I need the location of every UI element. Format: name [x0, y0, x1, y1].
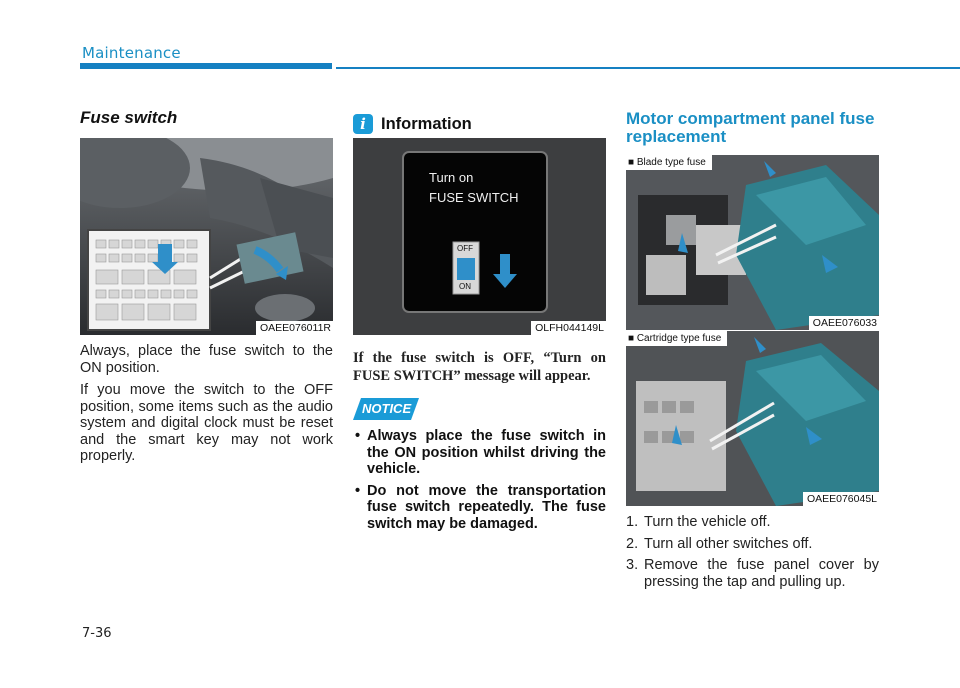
step-text: Turn the vehicle off.: [644, 514, 771, 530]
step-number: 3.: [626, 557, 639, 573]
information-title: Information: [381, 115, 472, 133]
list-item: • Do not move the transportation fuse switch repeatedly. The fuse switch may be damaged.: [353, 483, 606, 533]
info-icon: i: [353, 114, 373, 134]
section-header: Maintenance: [82, 44, 181, 62]
dashboard-fuse-illustration: [80, 138, 333, 335]
display-off-label: OFF: [457, 244, 473, 253]
step-number: 1.: [626, 514, 639, 530]
list-item: [626, 514, 879, 531]
cluster-display-illustration: [353, 138, 606, 335]
notice-badge: [353, 398, 419, 420]
notice-label: NOTICE: [362, 401, 412, 416]
replacement-steps: [626, 514, 879, 595]
display-line-2: FUSE SWITCH: [429, 190, 519, 205]
list-item: [626, 536, 879, 553]
header-rule-thin: [336, 67, 960, 69]
list-item: • Always place the fuse switch in the ON position whilst driving the vehicle.: [353, 428, 606, 478]
cartridge-fuse-tag: ■ Cartridge type fuse: [626, 331, 727, 346]
image-code: OAEE076033: [809, 316, 879, 330]
header-rule-thick: [80, 63, 332, 69]
blade-fuse-tag: ■ Blade type fuse: [626, 155, 712, 170]
display-line-1: Turn on: [429, 170, 474, 185]
step-text: Remove the fuse panel cover by pressing the tap and pulling up.: [644, 557, 879, 590]
display-on-label: ON: [459, 282, 471, 291]
information-text: If the fuse switch is OFF, “Turn on FUSE SWITCH” message will appear.: [353, 350, 606, 384]
notice-bullets: [353, 428, 606, 537]
paragraph: If you move the switch to the OFF position, some items such as the audio system and digital clock must be reset and the smart key may not work properly.: [80, 382, 333, 464]
blade-fuse-photo: [626, 155, 879, 330]
engine-bay-illustration-1: [626, 155, 879, 330]
page-number: 7-36: [82, 626, 112, 641]
image-code: OAEE076011R: [256, 321, 333, 335]
fuse-switch-photo: [80, 138, 333, 335]
cartridge-fuse-photo: [626, 331, 879, 506]
paragraph: Always, place the fuse switch to the ON position.: [80, 343, 333, 376]
list-item: [626, 557, 879, 590]
step-text: Turn all other switches off.: [644, 535, 813, 552]
engine-bay-illustration-2: [626, 331, 879, 506]
fuse-replacement-title: Motor compartment panel fuse replacement: [626, 109, 875, 146]
image-code: OLFH044149L: [531, 321, 606, 335]
fuse-switch-title: Fuse switch: [80, 108, 178, 127]
fuse-switch-body: [80, 343, 333, 471]
cluster-message-photo: [353, 138, 606, 335]
step-number: 2.: [626, 535, 639, 552]
image-code: OAEE076045L: [803, 492, 879, 506]
